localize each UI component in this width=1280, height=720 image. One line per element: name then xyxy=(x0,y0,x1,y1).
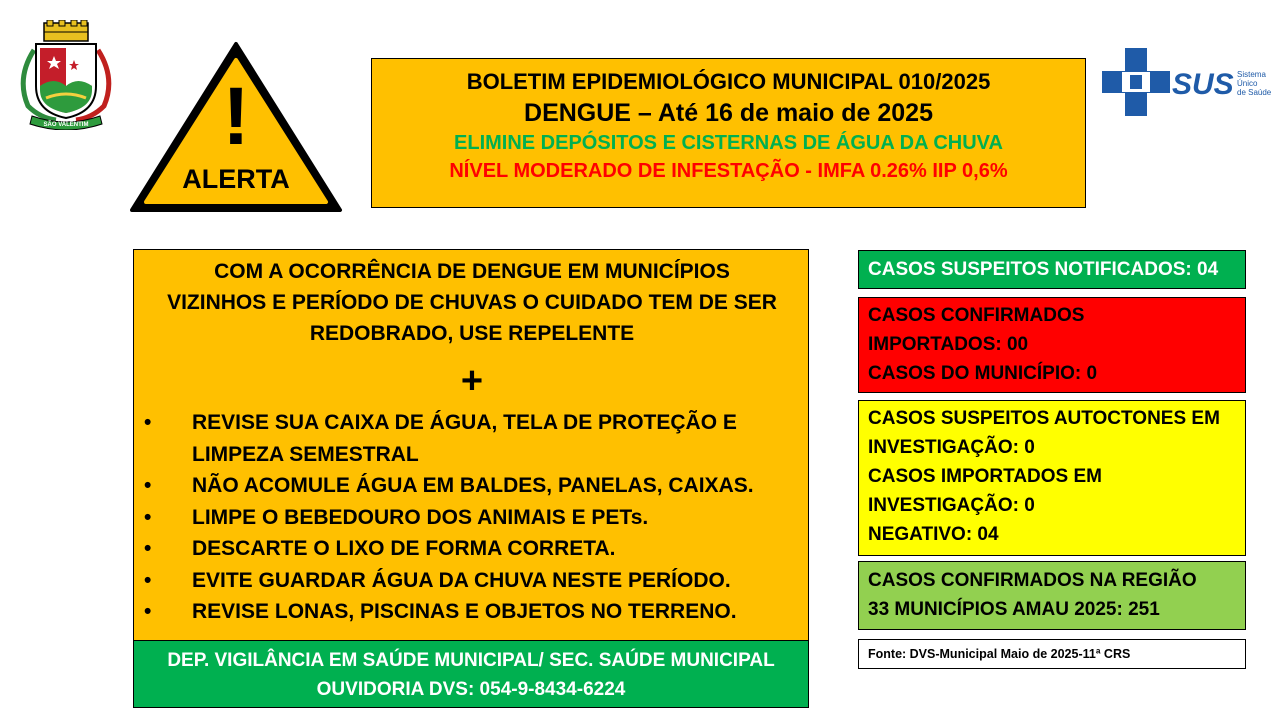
list-item xyxy=(134,533,810,565)
list-item xyxy=(134,502,810,534)
sus-subtitle-3: de Saúde xyxy=(1237,88,1272,97)
prevention-intro xyxy=(144,256,800,349)
source-note: Fonte: DVS-Municipal Maio de 2025-11ª CRS xyxy=(858,639,1246,669)
stat-region-confirmed xyxy=(858,561,1246,630)
stat-text: 33 MUNICÍPIOS AMAU 2025: 251 xyxy=(868,599,1160,620)
stat-text: CASOS SUSPEITOS NOTIFICADOS: 04 xyxy=(868,259,1219,280)
sus-subtitle-2: Único xyxy=(1237,79,1258,88)
stat-text: NEGATIVO: 04 xyxy=(868,524,999,545)
alert-label: ALERTA xyxy=(182,164,290,194)
sus-logo xyxy=(1102,48,1274,120)
bulletin-header xyxy=(371,58,1086,208)
list-item xyxy=(134,470,810,502)
department-name: DEP. VIGILÂNCIA EM SAÚDE MUNICIPAL/ SEC. SAÚDE MUNICIPAL xyxy=(167,650,775,671)
alert-warning-icon xyxy=(128,40,344,214)
bullet-icon: • xyxy=(144,411,152,434)
prevention-tips-list xyxy=(134,407,810,628)
intro-line: COM A OCORRÊNCIA DE DENGUE EM MUNICÍPIOS xyxy=(214,260,730,283)
bullet-icon: • xyxy=(144,568,152,592)
stat-text: CASOS IMPORTADOS EM xyxy=(868,466,1102,487)
list-item xyxy=(134,407,810,470)
stat-confirmed-cases xyxy=(858,297,1246,393)
tip-text: NÃO ACOMULE ÁGUA EM BALDES, PANELAS, CAIXAS. xyxy=(192,474,754,497)
bulletin-subtitle: DENGUE – Até 16 de maio de 2025 xyxy=(524,99,933,127)
plus-sign: + xyxy=(460,360,484,402)
tip-text: DESCARTE O LIXO DE FORMA CORRETA. xyxy=(192,537,616,560)
department-footer xyxy=(133,640,809,708)
list-item xyxy=(134,596,810,628)
tip-text: LIMPE O BEBEDOURO DOS ANIMAIS E PETs. xyxy=(192,505,649,529)
stat-text: CASOS SUSPEITOS AUTOCTONES EM xyxy=(868,408,1220,429)
intro-line: VIZINHOS E PERÍODO DE CHUVAS O CUIDADO TEM DE SER xyxy=(167,291,777,314)
stat-text: CASOS CONFIRMADOS NA REGIÃO xyxy=(868,570,1197,591)
crest-banner-text: SÃO VALENTIM xyxy=(43,122,89,128)
bulletin-infestation-level: NÍVEL MODERADO DE INFESTAÇÃO - IMFA 0.26% IIP 0,6% xyxy=(449,160,1008,182)
municipal-crest-logo xyxy=(14,20,118,130)
intro-line: REDOBRADO, USE REPELENTE xyxy=(309,322,635,345)
list-item xyxy=(134,565,810,597)
bullet-icon: • xyxy=(144,537,152,560)
stat-under-investigation xyxy=(858,400,1246,556)
tip-text: LIMPEZA SEMESTRAL xyxy=(192,442,419,466)
prevention-panel xyxy=(133,249,809,641)
bullet-icon: • xyxy=(144,600,152,623)
bullet-icon: • xyxy=(144,505,152,529)
sus-acronym: SUS xyxy=(1172,68,1234,101)
ouvidoria-phone: OUVIDORIA DVS: 054-9-8434-6224 xyxy=(316,679,626,700)
tip-text: REVISE LONAS, PISCINAS E OBJETOS NO TERRENO. xyxy=(192,600,737,623)
stat-text: INVESTIGAÇÃO: 0 xyxy=(868,495,1035,516)
bulletin-title: BOLETIM EPIDEMIOLÓGICO MUNICIPAL 010/2025 xyxy=(466,69,991,94)
tip-text: EVITE GUARDAR ÁGUA DA CHUVA NESTE PERÍODO. xyxy=(192,568,731,592)
stat-text: CASOS CONFIRMADOS xyxy=(868,305,1085,326)
sus-subtitle-1: Sistema xyxy=(1237,70,1266,79)
stat-text: INVESTIGAÇÃO: 0 xyxy=(868,437,1035,458)
stat-text: IMPORTADOS: 00 xyxy=(868,334,1029,355)
bullet-icon: • xyxy=(144,474,152,497)
tip-text: REVISE SUA CAIXA DE ÁGUA, TELA DE PROTEÇÃO E xyxy=(192,411,737,434)
stat-suspected-cases xyxy=(858,250,1246,289)
stat-text: CASOS DO MUNICÍPIO: 0 xyxy=(868,363,1098,384)
bulletin-instruction: ELIMINE DEPÓSITOS E CISTERNAS DE ÁGUA DA CHUVA xyxy=(454,132,1003,154)
alert-exclamation-mark: ! xyxy=(222,71,250,162)
